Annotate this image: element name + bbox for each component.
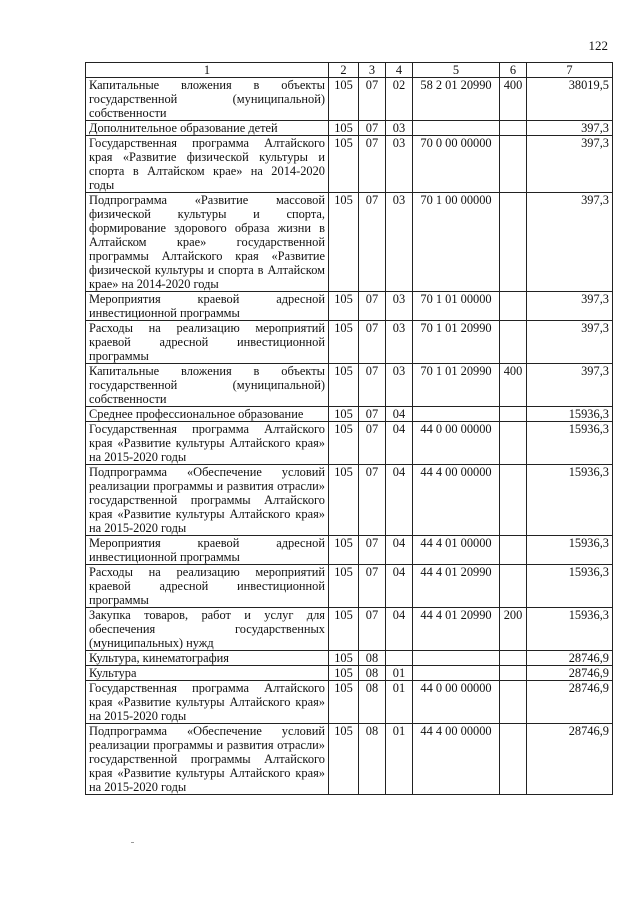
row-name-cell: Подпрограмма «Обеспечение условий реализации программы и развития отрасли» государственной программы Алтайского края «Развитие культуры Алтайского края» на 2015-2020 годы bbox=[86, 465, 329, 536]
code-target-cell: 44 0 00 00000 bbox=[413, 422, 500, 465]
code-ministry-cell: 105 bbox=[329, 407, 359, 422]
code-ministry-cell: 105 bbox=[329, 724, 359, 795]
code-section-cell: 07 bbox=[359, 422, 386, 465]
row-name-cell: Расходы на реализацию мероприятий краевой адресной инвестиционной программы bbox=[86, 565, 329, 608]
code-subsection-cell: 03 bbox=[386, 193, 413, 292]
code-ministry-cell: 105 bbox=[329, 536, 359, 565]
table-row bbox=[86, 536, 613, 565]
code-expense-type-cell: 200 bbox=[500, 608, 527, 651]
code-target-cell bbox=[413, 407, 500, 422]
row-name-cell: Культура bbox=[86, 666, 329, 681]
column-header: 7 bbox=[527, 63, 613, 78]
code-expense-type-cell bbox=[500, 681, 527, 724]
scan-mark bbox=[131, 842, 134, 843]
code-target-cell: 70 1 00 00000 bbox=[413, 193, 500, 292]
code-target-cell bbox=[413, 651, 500, 666]
code-subsection-cell: 01 bbox=[386, 666, 413, 681]
code-expense-type-cell bbox=[500, 666, 527, 681]
code-ministry-cell: 105 bbox=[329, 565, 359, 608]
code-subsection-cell: 03 bbox=[386, 136, 413, 193]
code-ministry-cell: 105 bbox=[329, 136, 359, 193]
code-target-cell: 70 0 00 00000 bbox=[413, 136, 500, 193]
amount-cell: 15936,3 bbox=[527, 422, 613, 465]
table-row bbox=[86, 724, 613, 795]
code-ministry-cell: 105 bbox=[329, 193, 359, 292]
amount-cell: 28746,9 bbox=[527, 651, 613, 666]
page-number: 122 bbox=[588, 38, 608, 53]
column-header: 6 bbox=[500, 63, 527, 78]
table-row bbox=[86, 681, 613, 724]
table-row bbox=[86, 565, 613, 608]
code-section-cell: 08 bbox=[359, 681, 386, 724]
code-target-cell: 44 0 00 00000 bbox=[413, 681, 500, 724]
table-row bbox=[86, 121, 613, 136]
code-subsection-cell: 04 bbox=[386, 407, 413, 422]
row-name-cell: Капитальные вложения в объекты государственной (муниципальной) собственности bbox=[86, 364, 329, 407]
amount-cell: 15936,3 bbox=[527, 608, 613, 651]
code-section-cell: 07 bbox=[359, 193, 386, 292]
code-section-cell: 07 bbox=[359, 292, 386, 321]
table-row bbox=[86, 78, 613, 121]
code-expense-type-cell bbox=[500, 292, 527, 321]
column-header: 3 bbox=[359, 63, 386, 78]
table-row bbox=[86, 364, 613, 407]
code-section-cell: 07 bbox=[359, 121, 386, 136]
column-header: 2 bbox=[329, 63, 359, 78]
code-subsection-cell: 03 bbox=[386, 364, 413, 407]
code-section-cell: 07 bbox=[359, 407, 386, 422]
code-target-cell: 44 4 01 20990 bbox=[413, 565, 500, 608]
code-expense-type-cell bbox=[500, 136, 527, 193]
code-target-cell bbox=[413, 666, 500, 681]
amount-cell: 15936,3 bbox=[527, 465, 613, 536]
row-name-cell: Государственная программа Алтайского края «Развитие физической культуры и спорта в Алтайском крае» на 2014-2020 годы bbox=[86, 136, 329, 193]
code-subsection-cell: 04 bbox=[386, 536, 413, 565]
code-expense-type-cell bbox=[500, 422, 527, 465]
code-ministry-cell: 105 bbox=[329, 666, 359, 681]
code-subsection-cell: 03 bbox=[386, 121, 413, 136]
code-ministry-cell: 105 bbox=[329, 121, 359, 136]
table-row bbox=[86, 666, 613, 681]
code-ministry-cell: 105 bbox=[329, 321, 359, 364]
code-expense-type-cell bbox=[500, 121, 527, 136]
table-row bbox=[86, 292, 613, 321]
code-expense-type-cell bbox=[500, 536, 527, 565]
table-row bbox=[86, 651, 613, 666]
code-target-cell: 44 4 00 00000 bbox=[413, 724, 500, 795]
amount-cell: 28746,9 bbox=[527, 666, 613, 681]
row-name-cell: Подпрограмма «Развитие массовой физической культуры и спорта, формирование здорового образа жизни в Алтайском крае» государственной программы Алтайского края «Развитие физической культуры и спорта в Алтайском крае» на 2014-2020 годы bbox=[86, 193, 329, 292]
code-subsection-cell: 02 bbox=[386, 78, 413, 121]
code-section-cell: 07 bbox=[359, 364, 386, 407]
code-ministry-cell: 105 bbox=[329, 78, 359, 121]
code-expense-type-cell: 400 bbox=[500, 364, 527, 407]
code-target-cell: 44 4 00 00000 bbox=[413, 465, 500, 536]
code-ministry-cell: 105 bbox=[329, 651, 359, 666]
row-name-cell: Подпрограмма «Обеспечение условий реализации программы и развития отрасли» государственной программы Алтайского края «Развитие культуры Алтайского края» на 2015-2020 годы bbox=[86, 724, 329, 795]
column-header: 1 bbox=[86, 63, 329, 78]
amount-cell: 397,3 bbox=[527, 364, 613, 407]
code-ministry-cell: 105 bbox=[329, 364, 359, 407]
code-section-cell: 08 bbox=[359, 724, 386, 795]
code-section-cell: 07 bbox=[359, 565, 386, 608]
row-name-cell: Расходы на реализацию мероприятий краевой адресной инвестиционной программы bbox=[86, 321, 329, 364]
code-subsection-cell: 01 bbox=[386, 724, 413, 795]
amount-cell: 38019,5 bbox=[527, 78, 613, 121]
code-subsection-cell: 01 bbox=[386, 681, 413, 724]
code-expense-type-cell bbox=[500, 321, 527, 364]
code-expense-type-cell bbox=[500, 565, 527, 608]
row-name-cell: Закупка товаров, работ и услуг для обеспечения государственных (муниципальных) нужд bbox=[86, 608, 329, 651]
amount-cell: 397,3 bbox=[527, 292, 613, 321]
code-section-cell: 07 bbox=[359, 608, 386, 651]
code-target-cell: 70 1 01 00000 bbox=[413, 292, 500, 321]
amount-cell: 397,3 bbox=[527, 193, 613, 292]
code-ministry-cell: 105 bbox=[329, 681, 359, 724]
code-target-cell bbox=[413, 121, 500, 136]
table-row bbox=[86, 465, 613, 536]
budget-table bbox=[85, 62, 613, 795]
row-name-cell: Культура, кинематография bbox=[86, 651, 329, 666]
row-name-cell: Государственная программа Алтайского края «Развитие культуры Алтайского края» на 2015-2020 годы bbox=[86, 681, 329, 724]
code-subsection-cell: 03 bbox=[386, 292, 413, 321]
code-section-cell: 07 bbox=[359, 136, 386, 193]
code-expense-type-cell bbox=[500, 407, 527, 422]
code-expense-type-cell bbox=[500, 724, 527, 795]
row-name-cell: Мероприятия краевой адресной инвестиционной программы bbox=[86, 292, 329, 321]
code-ministry-cell: 105 bbox=[329, 465, 359, 536]
amount-cell: 15936,3 bbox=[527, 536, 613, 565]
code-ministry-cell: 105 bbox=[329, 292, 359, 321]
code-subsection-cell: 04 bbox=[386, 608, 413, 651]
table-row bbox=[86, 608, 613, 651]
code-subsection-cell bbox=[386, 651, 413, 666]
amount-cell: 397,3 bbox=[527, 121, 613, 136]
header-row bbox=[86, 63, 613, 78]
code-subsection-cell: 03 bbox=[386, 321, 413, 364]
code-target-cell: 58 2 01 20990 bbox=[413, 78, 500, 121]
code-subsection-cell: 04 bbox=[386, 565, 413, 608]
table-row bbox=[86, 321, 613, 364]
code-target-cell: 70 1 01 20990 bbox=[413, 364, 500, 407]
table-row bbox=[86, 136, 613, 193]
table-row bbox=[86, 193, 613, 292]
code-target-cell: 44 4 01 00000 bbox=[413, 536, 500, 565]
code-expense-type-cell bbox=[500, 193, 527, 292]
code-section-cell: 07 bbox=[359, 78, 386, 121]
amount-cell: 397,3 bbox=[527, 321, 613, 364]
code-section-cell: 08 bbox=[359, 651, 386, 666]
row-name-cell: Дополнительное образование детей bbox=[86, 121, 329, 136]
code-section-cell: 08 bbox=[359, 666, 386, 681]
amount-cell: 15936,3 bbox=[527, 565, 613, 608]
amount-cell: 397,3 bbox=[527, 136, 613, 193]
code-section-cell: 07 bbox=[359, 536, 386, 565]
code-expense-type-cell bbox=[500, 465, 527, 536]
code-expense-type-cell bbox=[500, 651, 527, 666]
table-row bbox=[86, 407, 613, 422]
amount-cell: 15936,3 bbox=[527, 407, 613, 422]
row-name-cell: Капитальные вложения в объекты государственной (муниципальной) собственности bbox=[86, 78, 329, 121]
row-name-cell: Среднее профессиональное образование bbox=[86, 407, 329, 422]
code-expense-type-cell: 400 bbox=[500, 78, 527, 121]
code-target-cell: 44 4 01 20990 bbox=[413, 608, 500, 651]
code-section-cell: 07 bbox=[359, 465, 386, 536]
amount-cell: 28746,9 bbox=[527, 724, 613, 795]
table-row bbox=[86, 422, 613, 465]
row-name-cell: Мероприятия краевой адресной инвестиционной программы bbox=[86, 536, 329, 565]
code-subsection-cell: 04 bbox=[386, 422, 413, 465]
amount-cell: 28746,9 bbox=[527, 681, 613, 724]
code-subsection-cell: 04 bbox=[386, 465, 413, 536]
row-name-cell: Государственная программа Алтайского края «Развитие культуры Алтайского края» на 2015-2020 годы bbox=[86, 422, 329, 465]
column-header: 4 bbox=[386, 63, 413, 78]
column-header: 5 bbox=[413, 63, 500, 78]
code-ministry-cell: 105 bbox=[329, 422, 359, 465]
code-section-cell: 07 bbox=[359, 321, 386, 364]
code-ministry-cell: 105 bbox=[329, 608, 359, 651]
code-target-cell: 70 1 01 20990 bbox=[413, 321, 500, 364]
